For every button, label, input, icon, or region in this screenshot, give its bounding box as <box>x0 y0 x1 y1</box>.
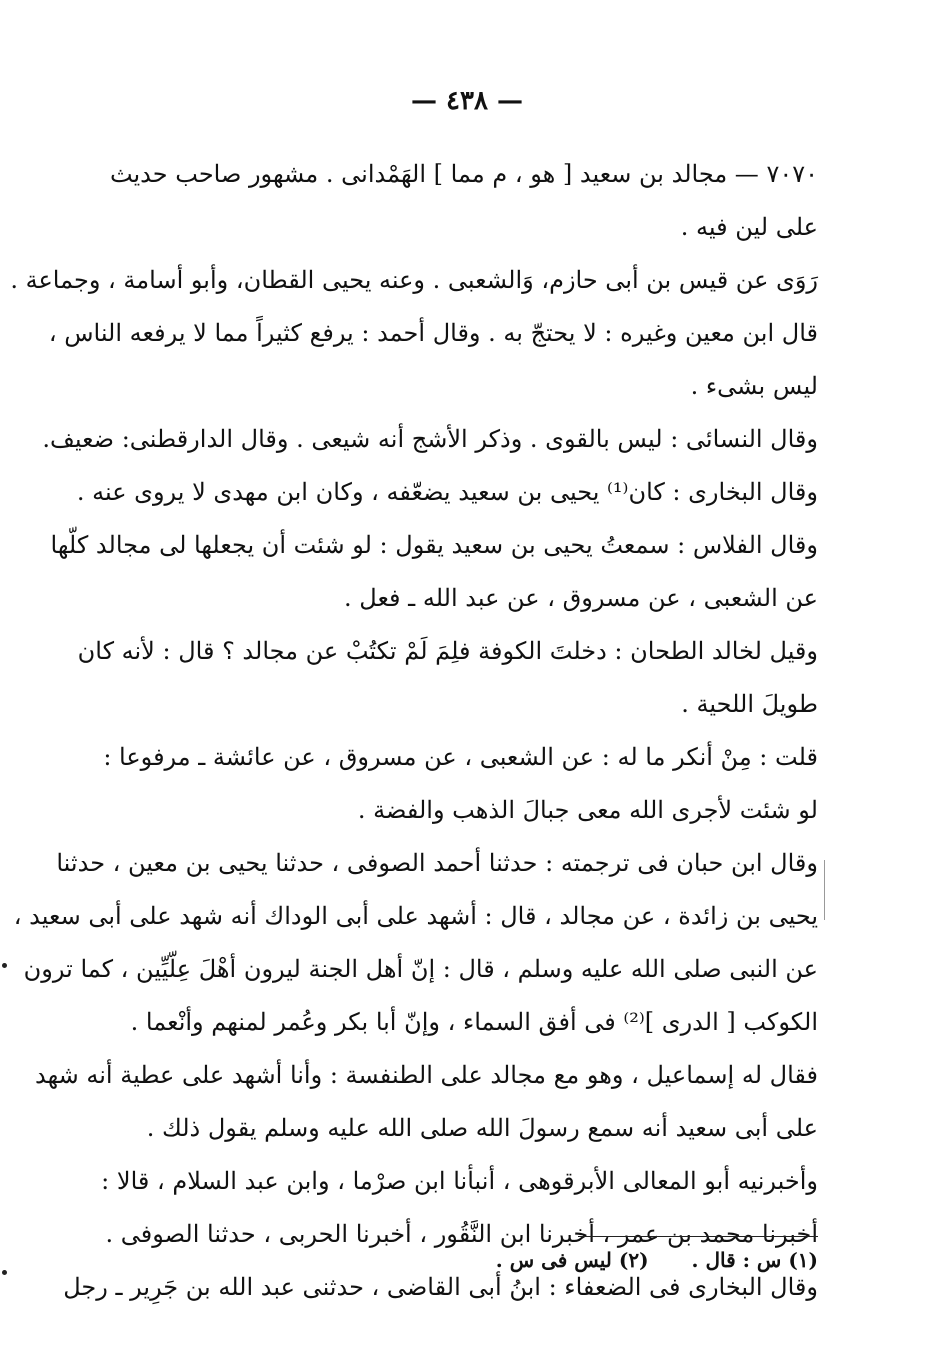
page-number: — ٤٣٨ — <box>410 86 524 116</box>
text-line: أخبرنا محمد بن عمر ، أخبرنا ابن النَّقُور ، أخبرنا الحربى ، حدثنا الصوفى . <box>105 1220 818 1248</box>
text-line: عن النبى صلى الله عليه وسلم ، قال : إنّ أهل الجنة ليرون أهْلَ عِلّيِّين ، كما ترون <box>23 955 818 983</box>
scan-speck <box>2 963 7 968</box>
text-line: وقال ابن حبان فى ترجمته : حدثنا أحمد الصوفى ، حدثنا يحيى بن معين ، حدثنا <box>56 849 818 877</box>
scan-mark <box>824 860 825 920</box>
text-line: على لين فيه . <box>680 213 818 241</box>
text-line: عن الشعبى ، عن مسروق ، عن عبد الله ـ فعل . <box>344 584 818 612</box>
footnote-divider <box>578 1236 818 1237</box>
footnotes <box>496 1248 818 1272</box>
text-line: طويلَ اللحية . <box>681 690 818 718</box>
text-line: وقال البخارى : كان⁽¹⁾ يحيى بن سعيد يضعّفه ، وكان ابن مهدى لا يروى عنه . <box>76 478 818 506</box>
text-line: على أبى سعيد أنه سمع رسولَ الله صلى الله عليه وسلم يقول ذلك . <box>146 1114 818 1142</box>
text-line: وأخبرنيه أبو المعالى الأبرقوهى ، أنبأنا ابن صرْما ، وابن عبد السلام ، قالا : <box>101 1167 818 1195</box>
text-line: وقال الفلاس : سمعتُ يحيى بن سعيد يقول : لو شئت أن يجعلها لى مجالد كلّها <box>50 531 818 559</box>
text-line: قلت : مِنْ أنكر ما له : عن الشعبى ، عن مسروق ، عن عائشة ـ مرفوعا : <box>103 743 818 771</box>
footnote-1: (١) س : قال . <box>691 1248 818 1272</box>
text-line: يحيى بن زائدة ، عن مجالد ، قال : أشهد على أبى الوداك أنه شهد على أبى سعيد ، <box>13 902 818 930</box>
text-line: ليس بشىء . <box>690 372 818 400</box>
text-line: وقال البخارى فى الضعفاء : ابنُ أبى القاضى ، حدثنى عبد الله بن جَرِير ـ رجل <box>63 1273 818 1301</box>
text-line: رَوَى عن قيس بن أبى حازم، وَالشعبى . وعنه يحيى القطان، وأبو أسامة ، وجماعة . <box>10 266 818 294</box>
scan-speck <box>2 1270 7 1275</box>
text-line: الكوكب [ الدرى ]⁽²⁾ فى أفق السماء ، وإنّ أبا بكر وعُمر لمنهم وأنْعما . <box>130 1008 818 1036</box>
text-line: فقال له إسماعيل ، وهو مع مجالد على الطنفسة : وأنا أشهد على عطية أنه شهد <box>34 1061 818 1089</box>
text-line: وقال النسائى : ليس بالقوى . وذكر الأشج أنه شيعى . وقال الدارقطنى: ضعيف. <box>42 425 818 453</box>
footnote-2: (٢) ليس فى س . <box>495 1248 649 1272</box>
text-line: وقيل لخالد الطحان : دخلتَ الكوفة فلِمَ لَمْ تكتُبْ عن مجالد ؟ قال : لأنه كان <box>77 637 818 665</box>
text-line: قال ابن معين وغيره : لا يحتجّ به . وقال أحمد : يرفع كثيراً مما لا يرفعه الناس ، <box>48 319 818 347</box>
entry-body <box>10 148 818 1314</box>
text-line: ٧٠٧٠ — مجالد بن سعيد [ هو ، م مما ] الهَمْدانى . مشهور صاحب حديث <box>109 160 818 188</box>
text-line: لو شئت لأجرى الله معى جبالَ الذهب والفضة . <box>357 796 818 824</box>
